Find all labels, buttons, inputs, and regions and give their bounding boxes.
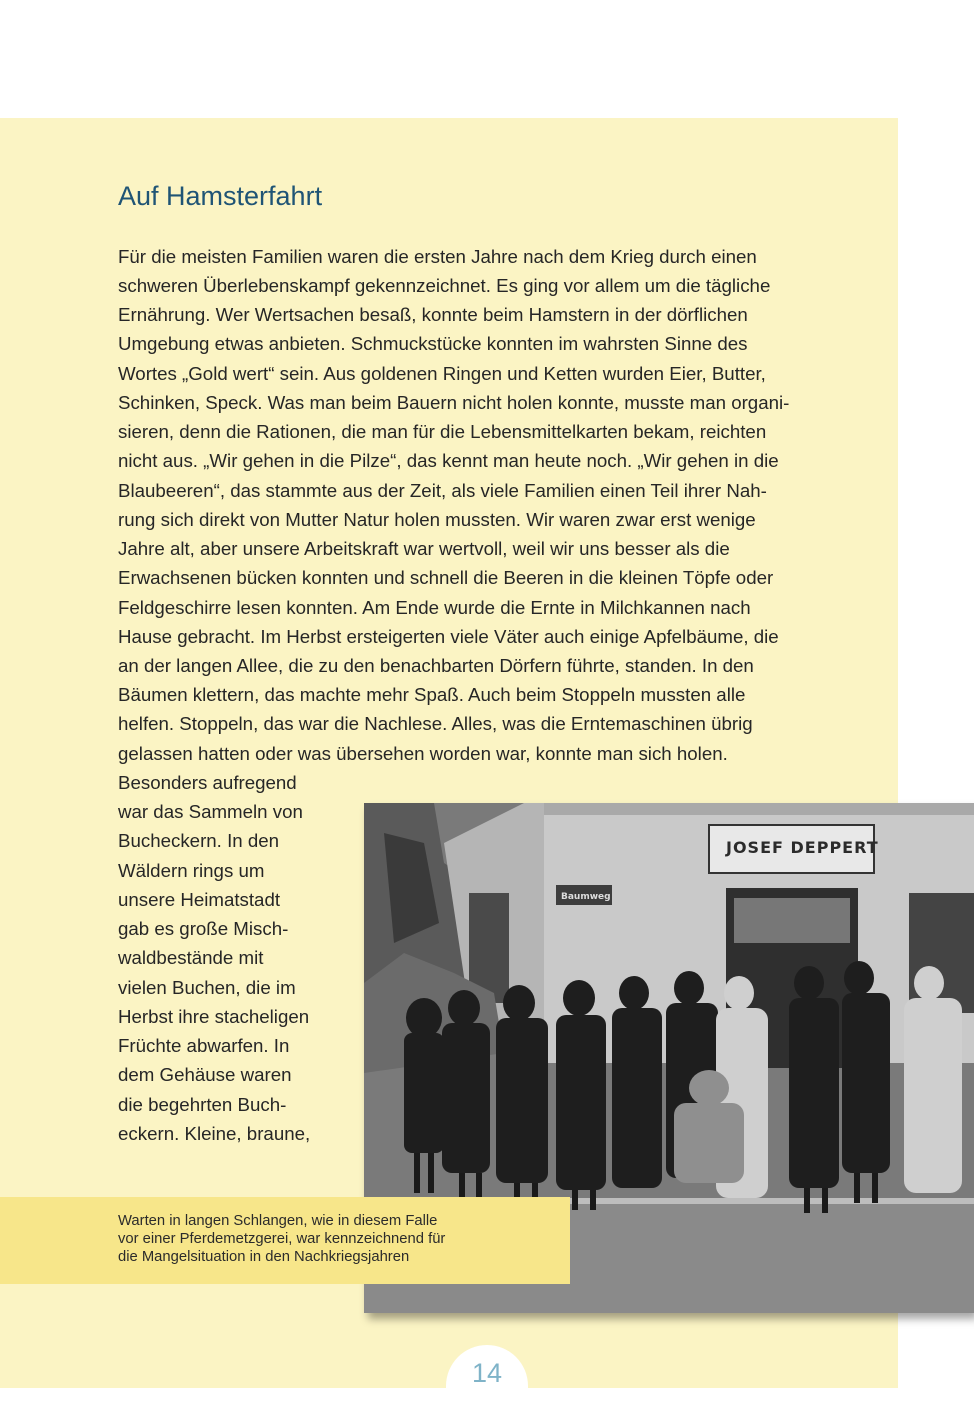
paragraph-line: eckern. Kleine, braune, [118,1123,311,1144]
page-number-badge [446,1345,528,1417]
paragraph-line: Herbst ihre stacheligen [118,1006,310,1027]
paragraph-line: Früchte abwarfen. In [118,1035,290,1056]
paragraph-line: gab es große Misch- [118,918,289,939]
paragraph-line: Blaubeeren“, das stammte aus der Zeit, als viele Familien einen Teil ihrer Nah- [118,480,767,501]
caption-line: vor einer Pferdemetzgerei, war kennzeichnend für [118,1231,446,1247]
caption-line: Warten in langen Schlangen, wie in diesem Falle [118,1213,438,1229]
paragraph-line: dem Gehäuse waren [118,1064,292,1085]
paragraph-line: Für die meisten Familien waren die ersten Jahre nach dem Krieg durch einen [118,246,757,267]
paragraph-line: nicht aus. „Wir gehen in die Pilze“, das kennt man heute noch. „Wir gehen in die [118,450,779,471]
paragraph-line: sieren, denn die Rationen, die man für die Lebensmittelkarten bekam, reichten [118,421,767,442]
paragraph-line: unsere Heimatstadt [118,889,281,910]
paragraph-line: die begehrten Buch- [118,1094,287,1115]
paragraph-line: Schinken, Speck. Was man beim Bauern nicht holen konnte, musste man organi- [118,392,790,413]
paragraph-line: Wortes „Gold wert“ sein. Aus goldenen Ringen und Ketten wurden Eier, Butter, [118,363,766,384]
paragraph-line: Besonders aufregend [118,772,297,793]
paragraph-line: Wäldern rings um [118,860,265,881]
paragraph-line: vielen Buchen, die im [118,977,296,998]
paragraph-line: Umgebung etwas anbieten. Schmuckstücke konnten im wahrsten Sinne des [118,333,748,354]
paragraph-line: Erwachsenen bücken konnten und schnell die Beeren in die kleinen Töpfe oder [118,567,774,588]
paragraph-line: Ernährung. Wer Wertsachen besaß, konnte beim Hamstern in der dörflichen [118,304,748,325]
paragraph-line: an der langen Allee, die zu den benachbarten Dörfern führte, standen. In den [118,655,754,676]
paragraph-line: Hause gebracht. Im Herbst ersteigerten viele Väter auch einige Apfelbäume, die [118,626,779,647]
paragraph-line: Jahre alt, aber unsere Arbeitskraft war wertvoll, weil wir uns besser als die [118,538,730,559]
photo-caption-box [0,1197,570,1284]
paragraph-line: war das Sammeln von [118,801,303,822]
paragraph-line: Bucheckern. In den [118,830,280,851]
paragraph-line: schweren Überlebenskampf gekennzeichnet. Es ging vor allem um die tägliche [118,275,771,296]
paragraph-line: Feldgeschirre lesen konnten. Am Ende wurde die Ernte in Milchkannen nach [118,597,751,618]
paragraph-line: waldbestände mit [118,947,264,968]
paragraph-line: gelassen hatten oder was übersehen worden war, konnte man sich holen. [118,743,728,764]
street-sign-text: Baumweg [561,892,611,902]
page-title: Auf Hamsterfahrt [118,181,323,211]
caption-line: die Mangelsituation in den Nachkriegsjahren [118,1249,410,1265]
page-number: 14 [471,1358,503,1388]
paragraph-line: Bäumen klettern, das machte mehr Spaß. Auch beim Stoppeln mussten alle [118,684,746,705]
paragraph-line: helfen. Stoppeln, das war die Nachlese. Alles, was die Erntemaschinen übrig [118,713,753,734]
shop-sign-text: JOSEF DEPPERT [726,838,879,857]
paragraph-line: rung sich direkt von Mutter Natur holen mussten. Wir waren zwar erst wenige [118,509,756,530]
